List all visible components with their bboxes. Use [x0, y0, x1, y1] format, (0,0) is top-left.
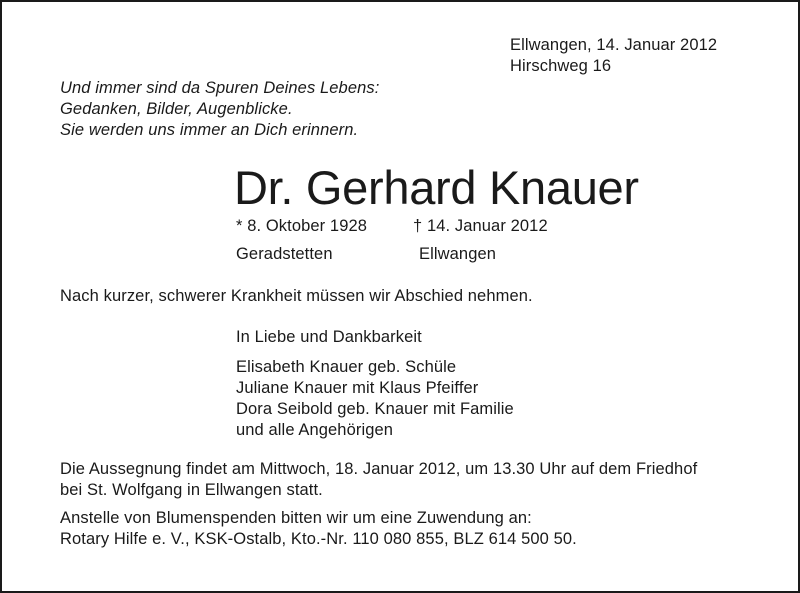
ceremony-line: bei St. Wolfgang in Ellwangen statt. — [60, 481, 323, 499]
donation-line: Anstelle von Blumenspenden bitten wir um eine Zuwendung an: — [60, 509, 532, 527]
deceased-name: Dr. Gerhard Knauer — [234, 161, 639, 214]
love-line: In Liebe und Dankbarkeit — [236, 328, 422, 346]
death-place: Ellwangen — [419, 245, 497, 263]
mourner-item: und alle Angehörigen — [236, 421, 394, 439]
mourner-item: Elisabeth Knauer geb. Schüle — [236, 358, 457, 376]
mourner-item: Juliane Knauer mit Klaus Pfeiffer — [236, 379, 479, 397]
farewell-text: Nach kurzer, schwerer Krankheit müssen wir Abschied nehmen. — [60, 287, 533, 305]
donation-info — [60, 508, 577, 550]
ceremony-line: Die Aussegnung findet am Mittwoch, 18. Januar 2012, um 13.30 Uhr auf dem Friedhof — [60, 460, 698, 478]
birth-place: Geradstetten — [236, 245, 333, 263]
address: Hirschweg 16 — [510, 57, 612, 75]
motto-line: Sie werden uns immer an Dich erinnern. — [60, 121, 359, 139]
header-block — [510, 35, 717, 77]
motto-quote — [60, 78, 379, 141]
death-date: † 14. Januar 2012 — [413, 217, 548, 235]
motto-line: Und immer sind da Spuren Deines Lebens: — [60, 79, 380, 97]
place-date: Ellwangen, 14. Januar 2012 — [510, 36, 718, 54]
motto-line: Gedanken, Bilder, Augenblicke. — [60, 100, 293, 118]
birth-date: * 8. Oktober 1928 — [236, 217, 368, 235]
mourners-list — [236, 357, 514, 441]
mourner-item: Dora Seibold geb. Knauer mit Familie — [236, 400, 514, 418]
donation-line: Rotary Hilfe e. V., KSK-Ostalb, Kto.-Nr. 110 080 855, BLZ 614 500 50. — [60, 530, 577, 548]
ceremony-info — [60, 459, 697, 501]
